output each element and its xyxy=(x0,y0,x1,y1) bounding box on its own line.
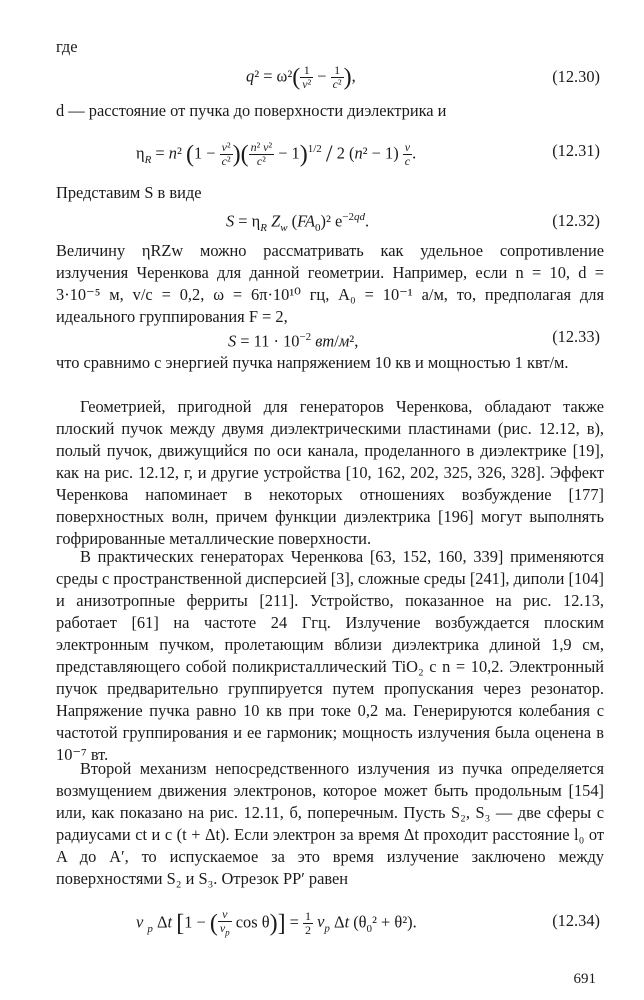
formula-12-32: $S = \eta_R$ $Z_w$ $(FA_0)^2$ $e^{-2qd}$. xyxy=(226,211,370,234)
equation-number: (12.32) xyxy=(552,211,600,230)
equation-number: (12.30) xyxy=(552,67,600,86)
equation-12-34 xyxy=(56,900,604,940)
paragraph-geometry: Геометрией, пригодной для генераторов Черенкова, обладают также плоский пучок между двумя диэлектрическими пластинами (рис. 12.12, в), полый пучок, движущийся по оси канала, проделанного в диэлектрике [19], как на рис. 12.12, г, и другие устройства [10, 162, 202, 325, 326, 328]. Эффект Черенкова напоминает в некоторых отношениях возбуждение [177] поверхностных волн, причем функции диэлектрика [196] могут выполнять гофрированные металлические поверхности. xyxy=(56,397,604,548)
formula-12-34: v $_p$ Δt [1 − ( $\frac{v}{v_p}$ cos θ)] = $\frac{1}{2}$ $v_p$ Δt $(\theta_0^2 + \theta^2)$. xyxy=(136,907,417,938)
equation-number: (12.31) xyxy=(552,141,600,160)
equation-12-31 xyxy=(56,130,604,170)
paragraph-represent: Представим S в виде xyxy=(56,183,202,202)
formula-12-31: $\eta_R = n^2$ (1 − $\frac{\text{v²}}{\text{c²}}$ )( $\frac{\text{n² v²}}{\text{c²}}$ − 1)$^{1/2}$ / 2 (n² − 1) $\frac{v}{c}$ . xyxy=(136,140,417,169)
equation-number: (12.34) xyxy=(552,911,600,930)
page-number: 691 xyxy=(573,971,596,987)
paragraph-second-mechanism: Второй механизм непосредственного излучения из пучка определяется возмущением движения электронов, которое может быть продольным [154] или, как показано на рис. 12.11, б, поперечным. Пусть S₂, S₃ — две сферы с радиусами ct и c (t + Δt). Если электрон за время Δt проходит расстояние l₀ от A до A′, то испускаемое за это время излучение заключено между поверхностями S₂ и S₃. Отрезок PP′ равен xyxy=(56,759,604,888)
paragraph-value: Величину ηRZw можно рассматривать как удельное сопротивление излучения Черенкова для данной геометрии. Например, если n = 10, d = 3·10⁻⁵ м, v/c = 0,2, ω = 6π·10¹⁰ гц, A₀ = 10⁻¹ а/м, то, предполагая для идеального группирования F = 2, xyxy=(56,241,604,326)
equation-number: (12.33) xyxy=(552,327,600,346)
equation-12-32 xyxy=(56,198,604,238)
intro-word: где xyxy=(56,37,78,56)
formula-12-30: q² = ω²( $\frac{1}{\text{v²}}$ − $\frac{1}{\text{c²}}$ ), xyxy=(246,63,356,91)
paragraph-practical: В практических генераторах Черенкова [63, 152, 160, 339] применяются среды с пространственной дисперсией [3], сложные среды [241], диполи [104] и анизотропные ферриты [211]. Устройство, показанное на рис. 12.13, работает [61] на частоте 24 Ггц. Излучение возбуждается плоским электронным пучком, пролетающим вблизи диэлектрика длиной 1,9 см, представляющего собой поликристаллический TiO₂ с n = 10,2. Электронный пучок предварительно группируется путем пропускания через резонатор. Напряжение пучка равно 10 кв при токе 0,2 ма. Генерируются колебания с частотой группирования и ее гармоник; мощность излучения была оценена в 10⁻⁷ вт. xyxy=(56,547,604,764)
formula-12-33: $S = 11 \cdot 10^{-2}$ вт/м², xyxy=(228,331,359,351)
paragraph-compare: что сравнимо с энергией пучка напряжением 10 кв и мощностью 1 квт/м. xyxy=(56,353,569,372)
equation-12-30 xyxy=(56,56,604,96)
paragraph-d-definition: d — расстояние от пучка до поверхности диэлектрика и xyxy=(56,101,447,120)
